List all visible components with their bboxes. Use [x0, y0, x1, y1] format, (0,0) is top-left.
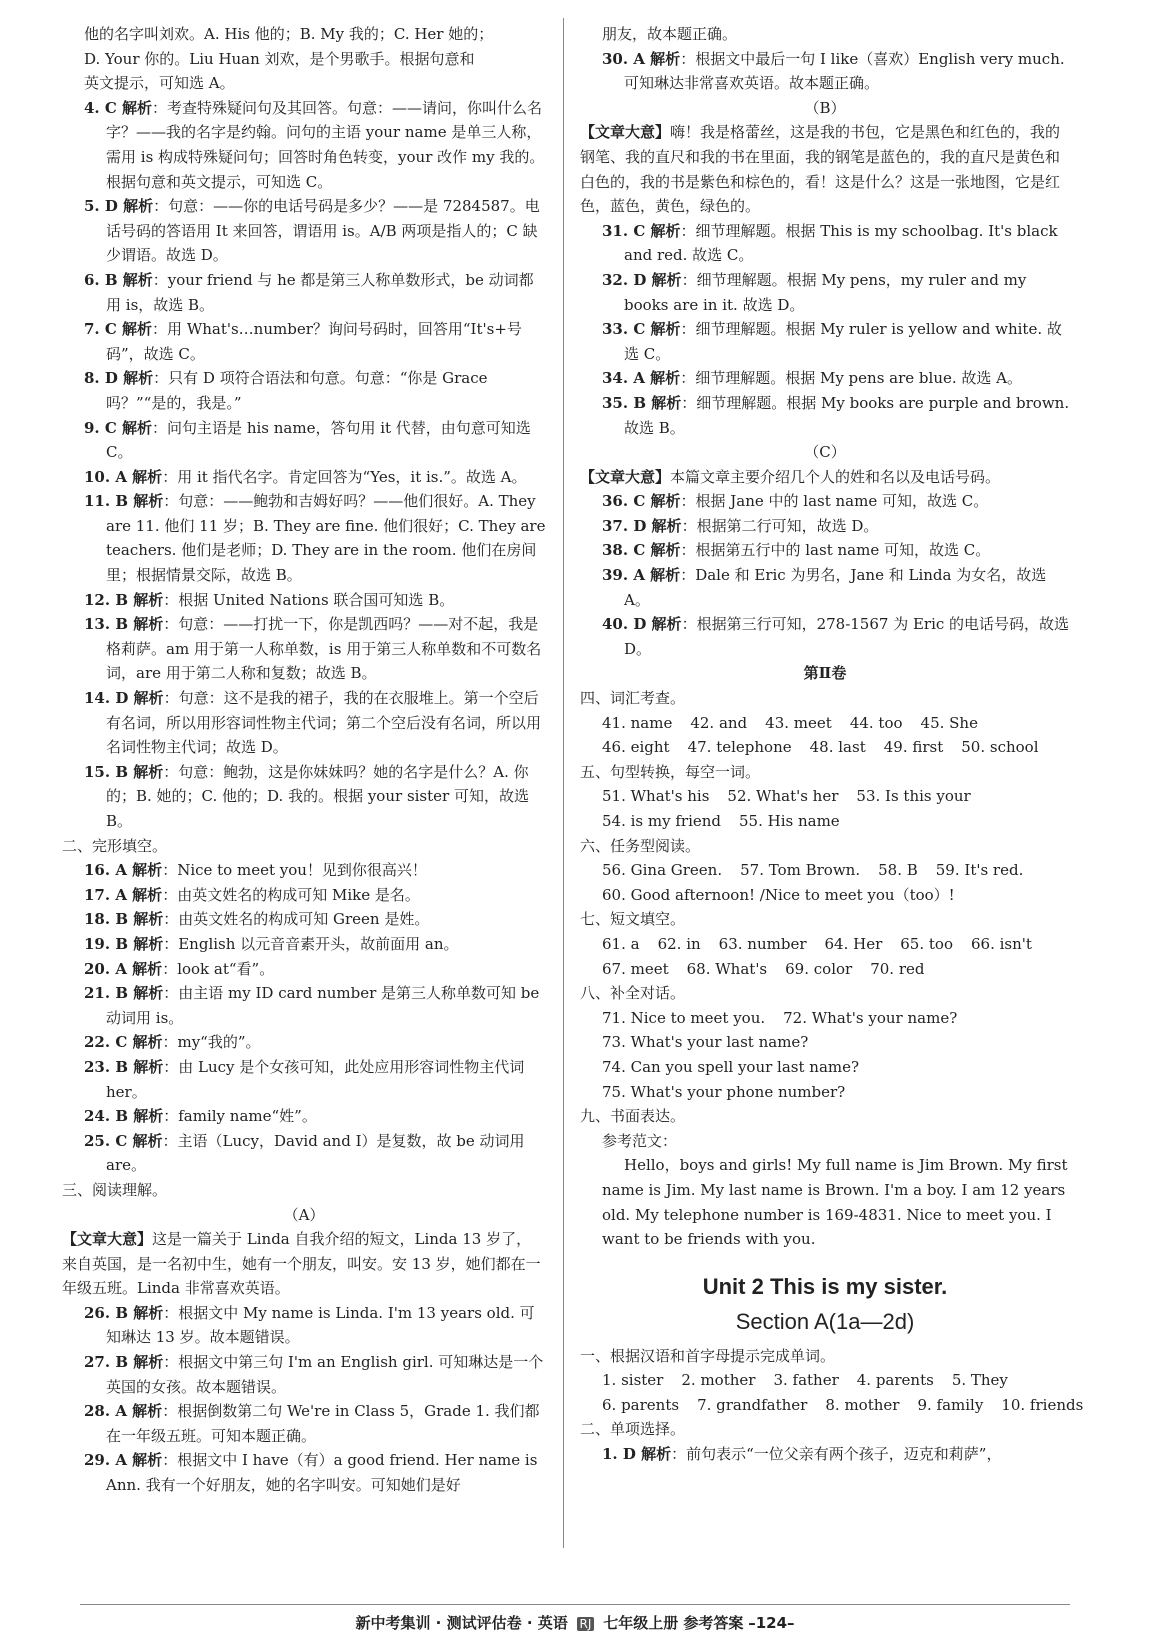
summary-c-text: 本篇文章主要介绍几个人的姓和名以及电话号码。: [670, 467, 1001, 486]
summary-c-label: 【文章大意】: [580, 467, 671, 486]
answer-text: ：细节理解题。根据 My books are purple and brown. 故选 B。: [624, 393, 1070, 437]
answer-entry: 50. school: [961, 738, 1039, 757]
answer-item: [84, 957, 546, 982]
answer-label: 22. C 解析: [84, 1033, 163, 1052]
answer-item: [602, 612, 1070, 661]
answer-label: 20. A 解析: [84, 959, 163, 978]
answer-entry: 3. father: [773, 1371, 839, 1390]
answer-label: 27. B 解析: [84, 1353, 164, 1372]
answer-entry: 56. Gina Green.: [602, 861, 723, 880]
answer-item: [84, 1301, 546, 1350]
answer-label: 16. A 解析: [84, 861, 163, 880]
answer-label: 13. B 解析: [84, 615, 164, 634]
answer-item: [84, 194, 546, 268]
answer-item: [84, 858, 546, 883]
answer-label: 40. D 解析: [602, 615, 682, 634]
answer-text: ：my“我的”。: [162, 1033, 261, 1052]
answer-entry: 54. is my friend: [602, 812, 722, 830]
section-5-row-2: [580, 809, 1070, 834]
answer-item: [602, 489, 1070, 514]
answer-item: [602, 317, 1070, 366]
answer-text: ：由英文姓名的构成可知 Mike 是名。: [162, 885, 420, 904]
answer-label: 38. C 解析: [602, 541, 681, 560]
answer-item: [602, 391, 1070, 440]
answer-label: 12. B 解析: [84, 590, 164, 609]
section-6-row-1: [580, 858, 1070, 883]
answer-item: [84, 1448, 546, 1497]
answer-text: ：前句表示“一位父亲有两个孩子，迈克和莉萨”，: [671, 1445, 1002, 1464]
answer-entry: 42. and: [690, 713, 748, 732]
answer-text: ：根据文中 My name is Linda. I'm 13 years old. 可知琳达 13 岁。故本题错误。: [106, 1303, 535, 1347]
answer-text: ：Dale 和 Eric 为男名，Jane 和 Linda 为女名，故选 A。: [624, 566, 1047, 609]
answer-label: 28. A 解析: [84, 1402, 163, 1421]
answer-text: ：细节理解题。根据 My pens，my ruler and my books are in it. 故选 D。: [624, 270, 1027, 314]
footer-grade: 七年级上册 参考答案: [603, 1614, 744, 1632]
answer-text: ：根据倒数第二句 We're in Class 5，Grade 1. 我们都在一年级五班。可知本题正确。: [106, 1402, 540, 1445]
sample-label: 参考范文：: [602, 1131, 678, 1150]
answer-text: ：由英文姓名的构成可知 Green 是姓。: [163, 910, 430, 929]
section-8-line-73: 73. What's your last name?: [602, 1033, 809, 1052]
answer-entry: 48. last: [809, 738, 866, 757]
answer-text: ：根据第五行中的 last name 可知，故选 C。: [680, 541, 991, 560]
answer-label: 36. C 解析: [602, 492, 681, 511]
part-a-heading: （A）: [283, 1205, 325, 1224]
answer-item: [84, 1350, 546, 1399]
answer-item: [602, 268, 1070, 317]
answer-item: [84, 907, 546, 932]
answer-item: [84, 932, 546, 957]
answer-item: [84, 416, 546, 465]
answer-text: ：细节理解题。根据 My pens are blue. 故选 A。: [680, 369, 1022, 388]
section-6-heading: 六、任务型阅读。: [580, 836, 701, 855]
answer-label: 6. B 解析: [84, 270, 153, 289]
answer-label: 21. B 解析: [84, 984, 164, 1003]
footer-title: 新中考集训 · 测试评估卷 · 英语: [355, 1614, 568, 1632]
answer-text: ：细节理解题。根据 My ruler is yellow and white. 故选 C。: [624, 320, 1062, 363]
left-column: [62, 22, 546, 1498]
section-7-row-1: [580, 932, 1070, 957]
answer-entry: 44. too: [849, 713, 903, 732]
unit-section-2-heading: 二、单项选择。: [580, 1420, 686, 1439]
section-cloze-heading: 二、完形填空。: [62, 836, 168, 855]
answer-text: ：考查特殊疑问句及其回答。句意：——请问，你叫什么名字？——我的名字是约翰。问句的主语 your name 是单三人称，需用 is 构成特殊疑问句；回答时角色转变，your 改作 my 我的。根据句意和英文提示，可知选 C。: [106, 98, 545, 191]
answer-label: 15. B 解析: [84, 762, 164, 781]
answer-label: 35. B 解析: [602, 393, 682, 412]
answer-item: [84, 883, 546, 908]
section-4-row-2: [580, 735, 1070, 760]
answer-label: 33. C 解析: [602, 320, 681, 339]
answer-text: ：由主语 my ID card number 是第三人称单数可知 be 动词用 is。: [106, 984, 540, 1027]
answer-label: 10. A 解析: [84, 467, 163, 486]
answer-text: ：根据文中 I have（有）a good friend. Her name is Ann. 我有一个好朋友，她的名字叫安。可知她们是好: [106, 1451, 538, 1495]
section-8-row-1: [580, 1006, 1070, 1031]
answer-entry: 43. meet: [765, 713, 832, 732]
answer-text: ：用 it 指代名字。肯定回答为“Yes，it is.”。故选 A。: [162, 467, 527, 486]
right-column: [580, 22, 1084, 1467]
answer-entry: 53. Is this your: [856, 787, 971, 806]
answer-item: [84, 760, 546, 834]
answer-entry: 47. telephone: [687, 738, 792, 757]
answer-entry: 10. friends: [1001, 1395, 1084, 1414]
summary-a-text: 这是一篇关于 Linda 自我介绍的短文，Linda 13 岁了，来自英国，是一名初中生，她有一个朋友，叫安。安 13 岁，她们都在一年级五班。Linda 非常喜欢英语。: [62, 1230, 541, 1298]
continued-line: 朋友，故本题正确。: [602, 25, 738, 43]
answer-text: ：your friend 与 he 都是第三人称单数形式，be 动词都用 is，故选 B。: [106, 270, 534, 314]
answer-item: [84, 588, 546, 613]
answer-text: ：句意：——你的电话号码是多少？——是 7284587。电话号码的答语用 It 来回答，谓语用 is。A/B 两项是指人的；C 缺少谓语。故选 D。: [106, 197, 540, 265]
section-5-row-1: [580, 784, 1070, 809]
answer-item: [84, 1030, 546, 1055]
answer-item: [84, 1129, 546, 1178]
answer-text: ：句意：鲍勃，这是你妹妹吗？她的名字是什么？A. 你的；B. 她的；C. 他的；D. 我的。根据 your sister 可知，故选 B。: [106, 762, 529, 830]
section-8-line-74: 74. Can you spell your last name?: [602, 1057, 860, 1076]
answer-entry: 8. mother: [825, 1395, 900, 1414]
section-4-heading: 四、词汇考查。: [580, 689, 686, 708]
answer-entry: 61. a: [602, 934, 640, 953]
answer-text: ：由 Lucy 是个女孩可知，此处应用形容词性物主代词 her。: [106, 1057, 525, 1101]
page-footer: [0, 1612, 1150, 1633]
answer-label: 31. C 解析: [602, 221, 681, 240]
answer-text: ：细节理解题。根据 This is my schoolbag. It's black and red. 故选 C。: [624, 221, 1058, 265]
intro-line-1: 他的名字叫刘欢。A. His 他的；B. My 我的；C. Her 她的；: [84, 25, 494, 43]
answer-label: 5. D 解析: [84, 197, 154, 216]
summary-a-label: 【文章大意】: [62, 1230, 153, 1249]
answer-entry: 55. His name: [739, 812, 840, 830]
section-6-row-2: [580, 883, 1070, 908]
answer-text: ：用 What's…number？询问号码时，回答用“It's+号码”，故选 C。: [106, 320, 522, 363]
answer-item: [84, 489, 546, 587]
summary-b: [580, 120, 1070, 218]
answer-entry: 45. She: [920, 713, 978, 732]
answer-entry: 51. What's his: [602, 787, 710, 806]
answer-text: ：Nice to meet you！见到你很高兴！: [162, 861, 427, 880]
answer-item: [602, 538, 1070, 563]
answer-text: ：句意：——鲍勃和吉姆好吗？——他们很好。A. They are 11. 他们 11 岁；B. They are fine. 他们很好；C. They are teachers. 他们是老师；D. They are in the room. 他们在房间里；根据情景交际，故选 B。: [106, 492, 546, 585]
answer-label: 8. D 解析: [84, 369, 154, 388]
sample-essay: Hello，boys and girls! My full name is Jim Brown. My first name is Jim. My last name is Brown. I'm a boy. I am 12 years old. My telephone number is 169-4831. Nice to meet you. I want to be friends with you.: [602, 1156, 1068, 1249]
answer-entry: 65. too: [900, 934, 953, 953]
answer-label: 34. A 解析: [602, 369, 681, 388]
answer-item: [84, 465, 546, 490]
answer-label: 39. A 解析: [602, 566, 681, 585]
answer-label: 14. D 解析: [84, 689, 164, 708]
answer-text: ：根据第二行可知，故选 D。: [681, 516, 879, 535]
answer-item: [84, 1399, 546, 1448]
answer-entry: 63. number: [718, 934, 807, 953]
answer-text: ：根据 Jane 中的 last name 可知，故选 C。: [680, 492, 989, 511]
answer-item: [84, 1104, 546, 1129]
answer-entry: 41. name: [602, 713, 673, 732]
answer-item: [84, 96, 546, 194]
answer-entry: 62. in: [657, 934, 701, 953]
answer-item: [84, 268, 546, 317]
volume-2-heading: 第Ⅱ卷: [803, 664, 847, 683]
answer-item: [602, 1442, 1070, 1467]
unit-section-1-row-1: [580, 1368, 1070, 1393]
answer-text: ：family name“姓”。: [163, 1107, 317, 1126]
answer-text: ：问句主语是 his name，答句用 it 代替，由句意可知选 C。: [106, 418, 531, 462]
answer-text: ：look at“看”。: [162, 959, 275, 978]
section-4-row-1: [580, 711, 1070, 736]
answer-label: 1. D 解析: [602, 1445, 672, 1464]
answer-entry: 66. isn't: [970, 934, 1032, 953]
answer-item: [84, 686, 546, 760]
answer-entry: 6. parents: [602, 1395, 680, 1414]
answer-item: [602, 563, 1070, 612]
answer-entry: 57. Tom Brown.: [740, 861, 861, 880]
answer-label: 4. C 解析: [84, 98, 153, 117]
answer-entry: 58. B: [878, 861, 918, 880]
answer-entry: 64. Her: [824, 934, 883, 953]
answer-entry: 1. sister: [602, 1371, 664, 1390]
summary-b-label: 【文章大意】: [580, 123, 671, 142]
answer-entry: 68. What's: [686, 959, 768, 978]
unit-section-1-row-2: [580, 1393, 1084, 1418]
intro-line-3: 英文提示，可知选 A。: [84, 74, 235, 93]
answer-entry: 46. eight: [602, 738, 670, 757]
part-c-heading: （C）: [804, 443, 846, 462]
unit-section-1-heading: 一、根据汉语和首字母提示完成单词。: [580, 1346, 836, 1365]
answer-item: [84, 612, 546, 686]
answer-text: ：根据第三行可知，278-1567 为 Eric 的电话号码，故选 D。: [624, 615, 1070, 658]
answer-text: ：句意：这不是我的裙子，我的在衣服堆上。第一个空后有名词，所以用形容词性物主代词；第二个空后没有名词，所以用名词性物主代词；故选 D。: [106, 689, 542, 757]
section-7-row-2: [580, 957, 1070, 982]
section-9-heading: 九、书面表达。: [580, 1107, 686, 1126]
section-5-heading: 五、句型转换，每空一词。: [580, 762, 761, 781]
answer-label: 23. B 解析: [84, 1057, 164, 1076]
answer-label: 17. A 解析: [84, 885, 163, 904]
answer-label: 24. B 解析: [84, 1107, 164, 1126]
answer-label: 30. A 解析: [602, 49, 681, 68]
answer-entry: 72. What's your name?: [783, 1008, 958, 1027]
section-reading-heading: 三、阅读理解。: [62, 1180, 168, 1199]
answer-item: [84, 366, 546, 415]
summary-a: [62, 1227, 546, 1301]
answer-entry: 7. grandfather: [697, 1395, 808, 1414]
intro-line-2: D. Your 你的。Liu Huan 刘欢，是个男歌手。根据句意和: [84, 49, 475, 68]
section-7-heading: 七、短文填空。: [580, 910, 686, 929]
summary-b-text: 嗨！我是格蕾丝，这是我的书包，它是黑色和红色的，我的钢笔、我的直尺和我的书在里面，我的钢笔是蓝色的，我的直尺是黄色和白色的，我的书是紫色和棕色的，看！这是什么？这是一张地图，它是红色，蓝色，黄色，绿色的。: [580, 123, 1061, 216]
answer-text: ：句意：——打扰一下，你是凯西吗？——对不起，我是格莉萨。am 用于第一人称单数，is 用于第三人称单数和不可数名词，are 用于第二人称和复数；故选 B。: [106, 615, 542, 683]
answer-item: [602, 514, 1070, 539]
answer-item: [602, 366, 1070, 391]
answer-item: [84, 317, 546, 366]
answer-entry: 69. color: [785, 959, 853, 978]
answer-entry: 71. Nice to meet you.: [602, 1008, 766, 1027]
answer-item: [84, 1055, 546, 1104]
section-8-line-75: 75. What's your phone number?: [602, 1082, 846, 1101]
section-8-heading: 八、补全对话。: [580, 984, 686, 1003]
answer-entry: 60. Good afternoon! /Nice to meet you（too）!: [602, 885, 955, 904]
answer-text: ：根据 United Nations 联合国可知选 B。: [163, 590, 455, 609]
answer-entry: 5. They: [951, 1371, 1008, 1390]
answer-label: 11. B 解析: [84, 492, 164, 511]
page-number: –124–: [748, 1614, 795, 1632]
answer-label: 19. B 解析: [84, 934, 164, 953]
footer-badge: RJ: [577, 1617, 595, 1631]
answer-entry: 59. It's red.: [935, 861, 1024, 880]
answer-label: 25. C 解析: [84, 1131, 163, 1150]
answer-label: 9. C 解析: [84, 418, 153, 437]
answer-entry: 52. What's her: [727, 787, 839, 806]
answer-text: ：English 以元音音素开头，故前面用 an。: [163, 934, 459, 953]
section-title: Section A(1a—2d): [735, 1308, 915, 1334]
answer-entry: 2. mother: [681, 1371, 756, 1390]
answer-text: ：根据文中第三句 I'm an English girl. 可知琳达是一个英国的女孩。故本题错误。: [106, 1353, 544, 1396]
answer-text: ：主语（Lucy，David and I）是复数，故 be 动词用 are。: [106, 1131, 525, 1175]
column-divider: [563, 18, 564, 1548]
answer-label: 29. A 解析: [84, 1451, 163, 1470]
answer-entry: 9. family: [917, 1395, 984, 1414]
answer-entry: 49. first: [883, 738, 944, 757]
answer-item: [602, 219, 1070, 268]
footer-rule: [80, 1604, 1070, 1605]
answer-label: 32. D 解析: [602, 270, 682, 289]
answer-label: 7. C 解析: [84, 320, 153, 339]
answer-item: [602, 47, 1070, 96]
answer-entry: 67. meet: [602, 959, 669, 978]
answer-entry: 70. red: [870, 959, 925, 978]
answer-label: 18. B 解析: [84, 910, 164, 929]
part-b-heading: （B）: [804, 98, 846, 117]
answer-item: [84, 981, 546, 1030]
summary-c: [580, 465, 1070, 490]
answer-text: ：只有 D 项符合语法和句意。句意：“你是 Grace 吗？”“是的，我是。”: [106, 369, 488, 412]
answer-label: 37. D 解析: [602, 516, 682, 535]
answer-entry: 4. parents: [856, 1371, 934, 1390]
answer-text: ：根据文中最后一句 I like（喜欢）English very much. 可知琳达非常喜欢英语。故本题正确。: [624, 49, 1065, 93]
unit-title: Unit 2 This is my sister.: [702, 1273, 948, 1299]
answer-label: 26. B 解析: [84, 1303, 164, 1322]
